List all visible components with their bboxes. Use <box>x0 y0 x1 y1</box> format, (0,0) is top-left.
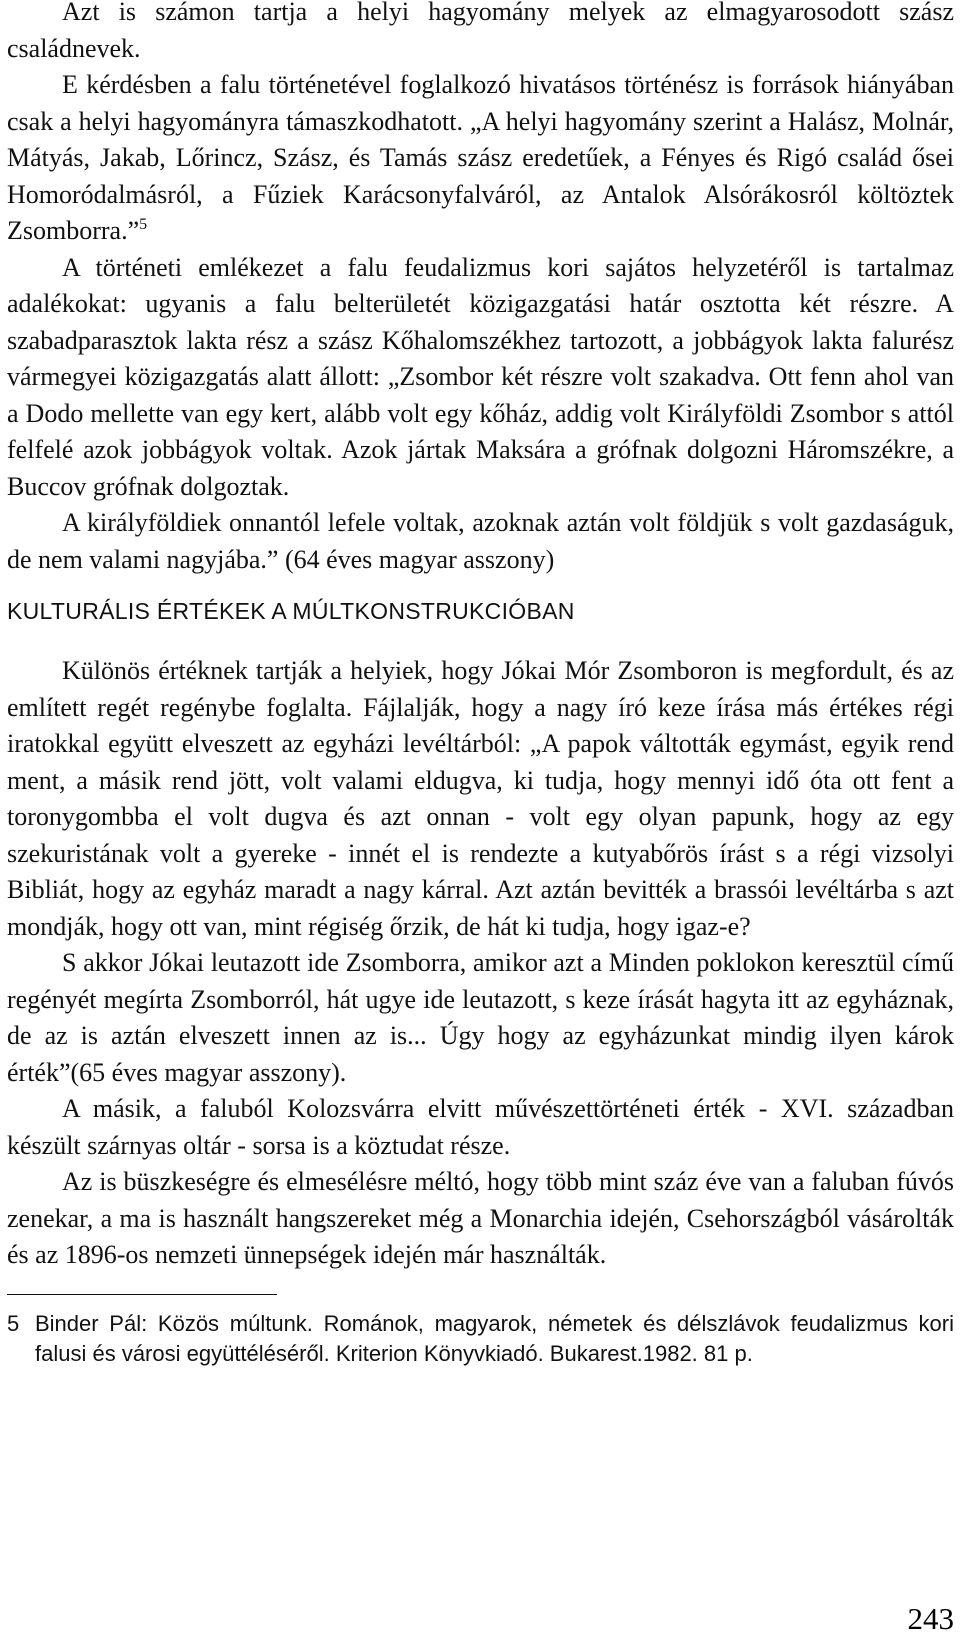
paragraph: A királyföldiek onnantól lefele voltak, azoknak aztán volt földjük s volt gazdaságuk, de nem valami nagyjába.” (64 éves magyar asszony) <box>7 508 954 574</box>
bottom-section <box>7 653 954 1274</box>
paragraph: S akkor Jókai leutazott ide Zsomborra, amikor azt a Minden poklokon keresztül című regényét megírta Zsomborról, hát ugye ide leutazott, s keze írását hagyta itt az egyháznak, de az is aztán elveszett innen az is... Úgy hogy az egyházunkat mindig ilyen károk érték”(65 éves magyar asszony). <box>7 948 954 1087</box>
footnote-divider <box>7 1294 277 1295</box>
footnote-number: 5 <box>7 1310 20 1336</box>
paragraph-with-footnote <box>7 67 954 250</box>
footnote-reference[interactable]: 5 <box>139 216 148 233</box>
section-heading: KULTURÁLIS ÉRTÉKEK A MÚLTKONSTRUKCIÓBAN <box>7 598 575 624</box>
document-page <box>7 0 954 1369</box>
footnote <box>7 1309 954 1369</box>
top-section <box>7 0 954 578</box>
paragraph: A másik, a faluból Kolozsvárra elvitt művészettörténeti érték - XVI. században készült szárnyas oltár - sorsa is a köztudat része. <box>7 1094 954 1160</box>
paragraph: Azt is számon tartja a helyi hagyomány melyek az elmagyarosodott szász családnevek. <box>7 0 954 63</box>
footnote-text: Binder Pál: Közös múltunk. Románok, magyarok, németek és délszlávok feudalizmus kori falusi és városi együttéléséről. Kriterion Könyvkiadó. Bukarest.1982. 81 p. <box>35 1310 954 1366</box>
paragraph: A történeti emlékezet a falu feudalizmus kori sajátos helyzetéről is tartalmaz adalékokat: ugyanis a falu belterületét közigazgatási határ osztotta két részre. A szabadparasztok lakta rész a szász Kőhalomszékhez tartozott, a jobbágyok lakta falurész vármegyei közigazgatás alatt állott: „Zsombor két részre volt szakadva. Ott fenn ahol van a Dodo mellette van egy kert, alább volt egy kőház, addig volt Királyföldi Zsombor s attól felfelé azok jobbágyok voltak. Azok jártak Maksára a grófnak dolgozni Háromszékre, a Buccov grófnak dolgoztak. <box>7 252 954 501</box>
paragraph: Az is büszkeségre és elmesélésre méltó, hogy több mint száz éve van a faluban fúvós zenekar, a ma is használt hangszereket még a Monarchia idején, Csehországból vásárolták és az 1896-os nemzeti ünnepségek idején már használták. <box>7 1167 954 1269</box>
paragraph-text: E kérdésben a falu történetével foglalkozó hivatásos történész is források hiányában csak a helyi hagyományra támaszkodhatott. „A helyi hagyomány szerint a Halász, Molnár, Mátyás, Jakab, Lőrincz, Szász, és Tamás szász eredetűek, a Fényes és Rigó család ősei Homoródalmásról, a Fűziek Karácsonyfalváról, az Antalok Alsórákosról költöztek Zsomborra.” <box>7 70 954 245</box>
paragraph: Különös értéknek tartják a helyiek, hogy Jókai Mór Zsomboron is megfordult, és az említett regét regénybe foglalta. Fájlalják, hogy a nagy író keze írása más értékes régi iratokkal együtt elveszett az egyházi levéltárból: „A papok váltották egymást, egyik rend ment, a másik rend jött, volt valami eldugva, ki tudja, hogy mennyi idő óta ott fent a toronygombba el volt dugva és azt onnan - volt egy olyan papunk, hogy az egy szekuristának volt a gyereke - innét el is rendezte a kutyabőrös írást s a régi vizsolyi Bibliát, hogy az egyház maradt a nagy kárral. Azt aztán bevitték a brassói levéltárba s azt mondják, hogy ott van, mint régiség őrzik, de hát ki tudja, hogy igaz-e? <box>7 656 954 941</box>
page-number: 243 <box>907 1601 954 1636</box>
